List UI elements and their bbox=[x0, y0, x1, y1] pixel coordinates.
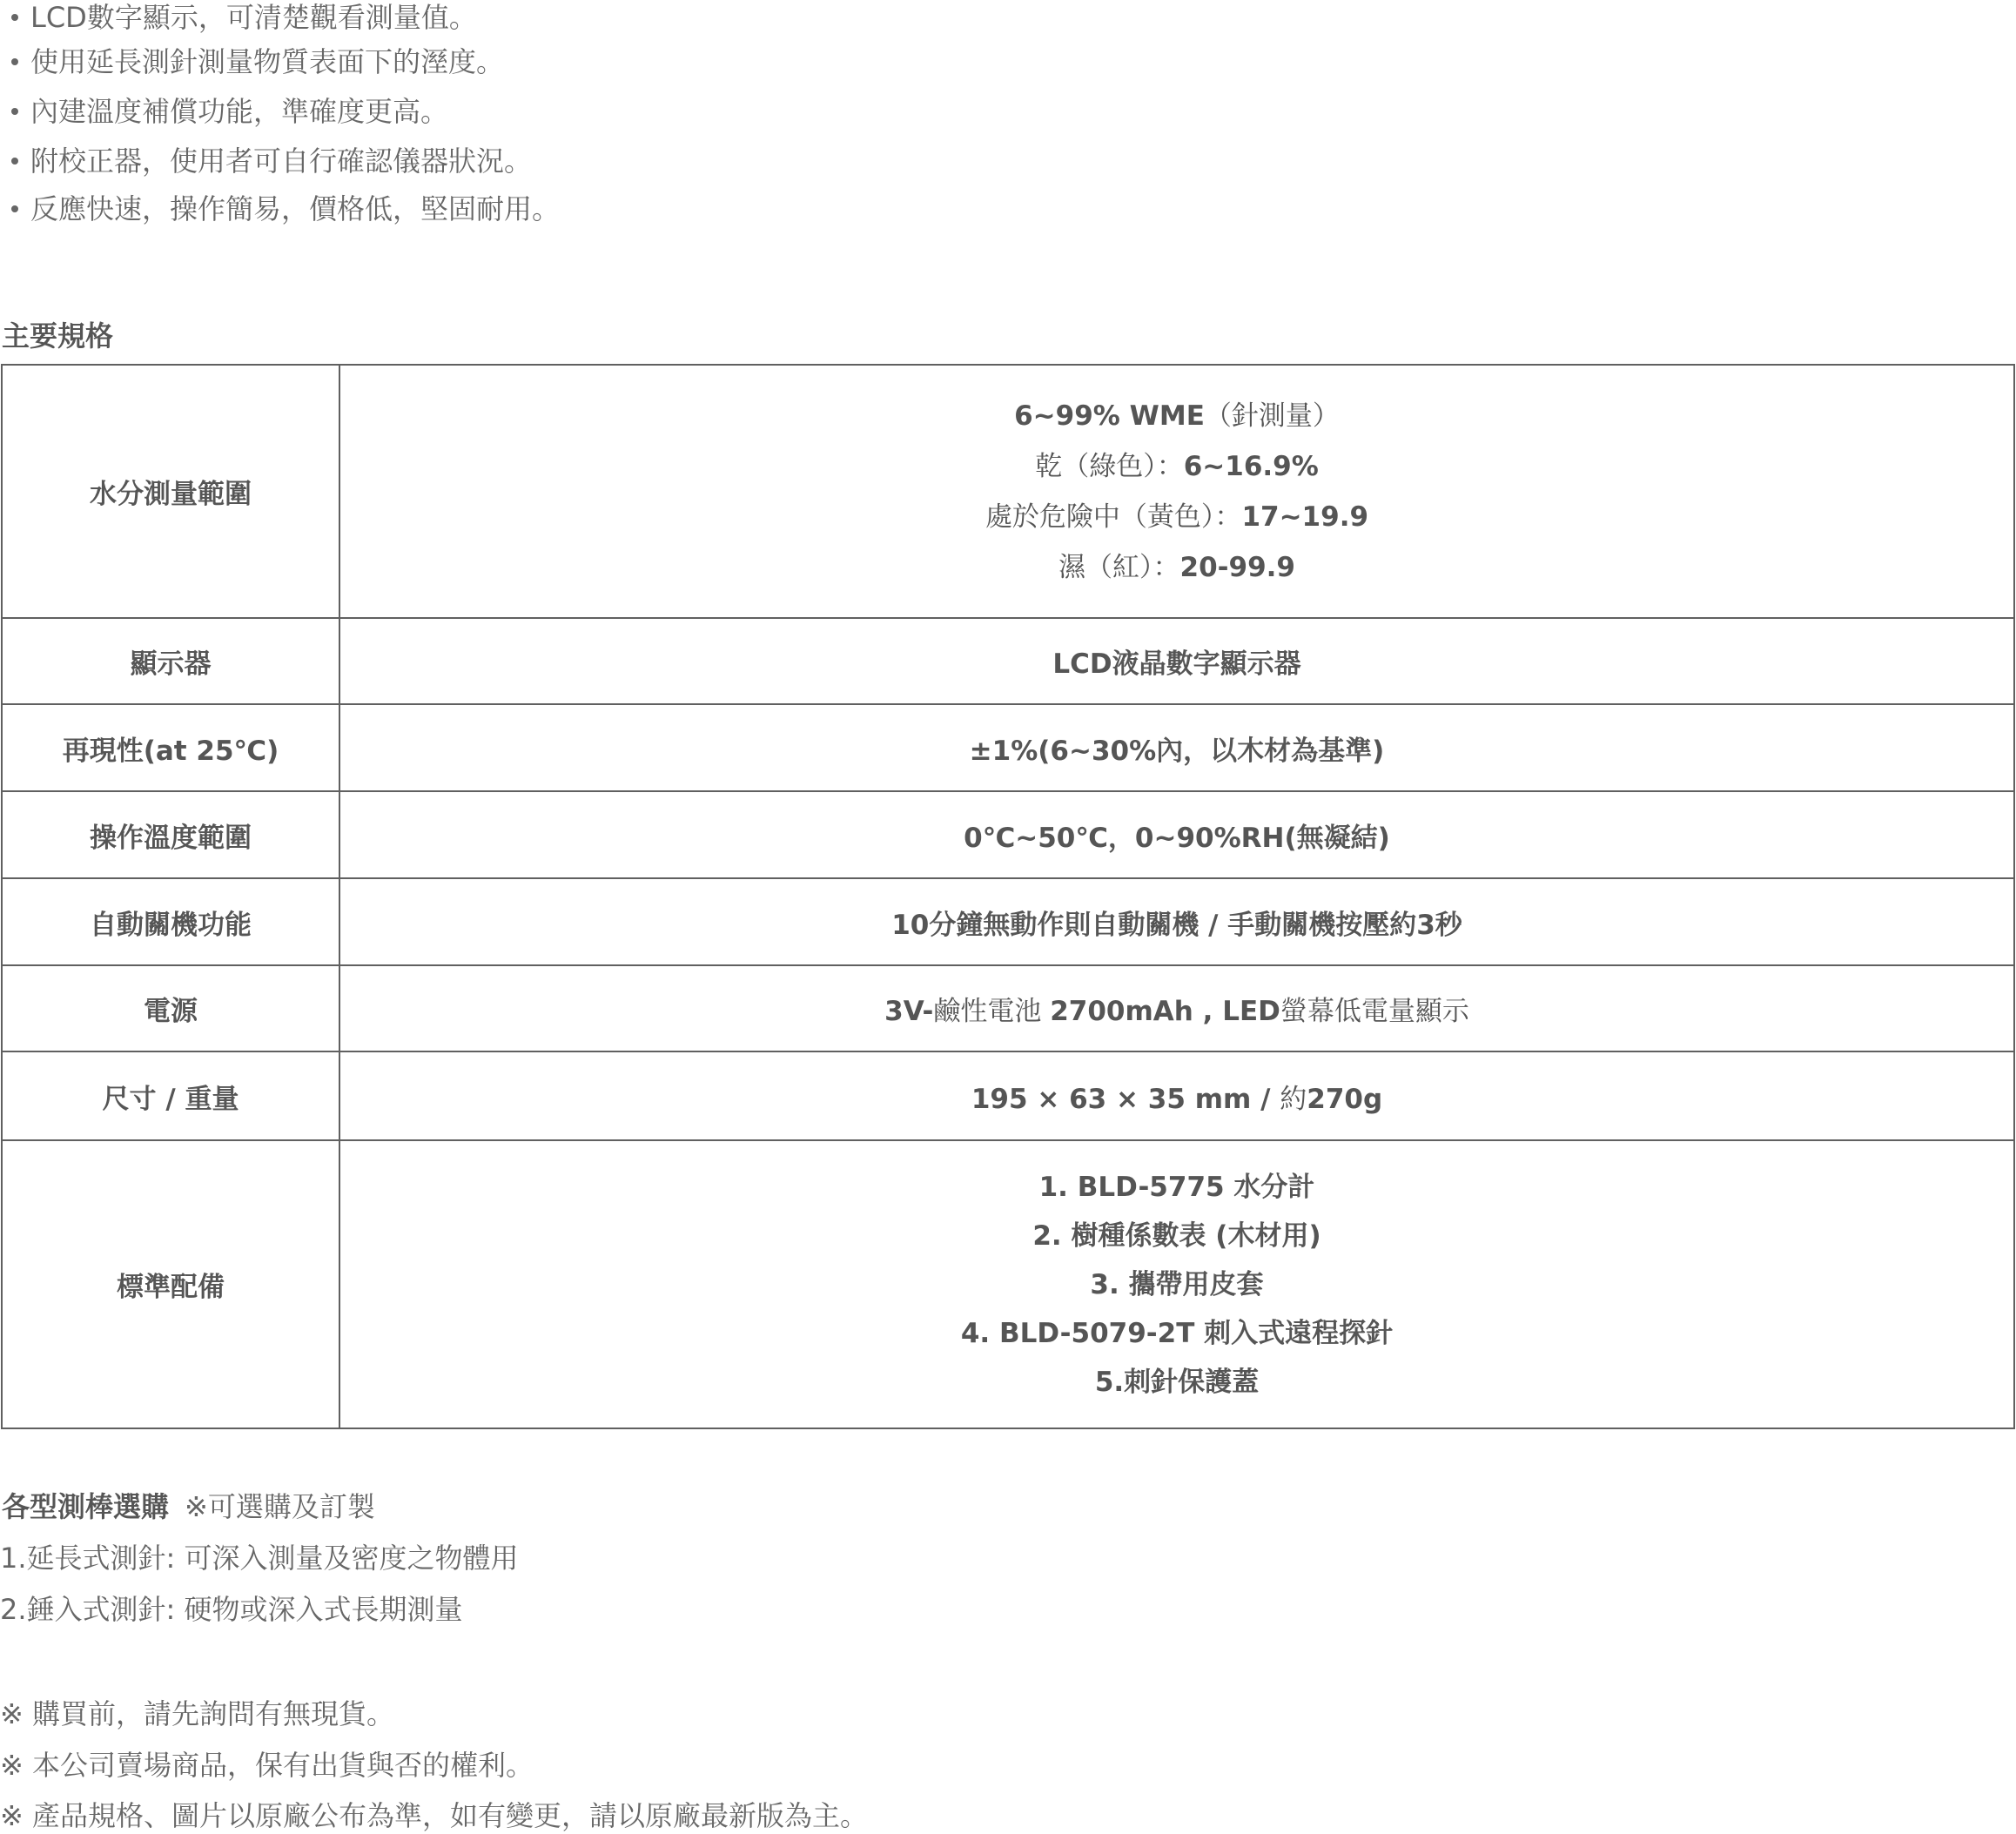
bullet-icon bbox=[11, 158, 18, 165]
option-item: 1.延長式測針: 可深入測量及密度之物體用 bbox=[0, 1542, 519, 1575]
spec-label-auto-off: 自動關機功能 bbox=[2, 878, 339, 965]
table-row bbox=[2, 965, 2014, 1051]
note-line: ※ 本公司賣場商品，保有出貨與否的權利。 bbox=[0, 1749, 534, 1782]
note-line: ※ 購買前，請先詢問有無現貨。 bbox=[0, 1697, 394, 1730]
options-heading bbox=[2, 1489, 375, 1524]
bullet-icon bbox=[11, 108, 18, 115]
moisture-line: 處於危險中（黃色）：17~19.9 bbox=[984, 500, 1369, 533]
spec-label-operating-temp: 操作溫度範圍 bbox=[2, 791, 339, 878]
moisture-line: 濕（紅）：20-99.9 bbox=[1058, 551, 1295, 583]
option-item: 2.錘入式測針: 硬物或深入式長期測量 bbox=[0, 1593, 463, 1626]
feature-item: 附校正器，使用者可自行確認儀器狀況。 bbox=[11, 144, 532, 178]
accessory-item: 4. BLD-5079-2T 刺入式遠程探針 bbox=[960, 1317, 1394, 1349]
accessory-item: 3. 攜帶用皮套 bbox=[1090, 1268, 1264, 1300]
spec-label-display: 顯示器 bbox=[2, 618, 339, 704]
table-row bbox=[2, 704, 2014, 791]
spec-value-power: 3V-鹼性電池 2700mAh , LED螢幕低電量顯示 bbox=[339, 965, 2014, 1051]
spec-label-standard-accessories: 標準配備 bbox=[2, 1140, 339, 1428]
note-line: ※ 產品規格、圖片以原廠公布為準，如有變更，請以原廠最新版為主。 bbox=[0, 1799, 868, 1832]
feature-item: 反應快速，操作簡易，價格低，堅固耐用。 bbox=[11, 191, 560, 226]
table-row bbox=[2, 1140, 2014, 1428]
spec-value-display: LCD液晶數字顯示器 bbox=[339, 618, 2014, 704]
spec-section-title: 主要規格 bbox=[2, 319, 114, 353]
spec-label-size-weight: 尺寸 / 重量 bbox=[2, 1051, 339, 1140]
accessory-item: 5.刺針保護蓋 bbox=[1094, 1366, 1260, 1398]
options-title: 各型測棒選購 bbox=[2, 1490, 170, 1523]
spec-value-auto-off: 10分鐘無動作則自動關機 / 手動關機按壓約3秒 bbox=[339, 878, 2014, 965]
moisture-line: 6~99% WME（針測量） bbox=[1014, 400, 1340, 432]
table-row bbox=[2, 878, 2014, 965]
bullet-icon bbox=[11, 58, 18, 65]
spec-value-size-weight: 195 × 63 × 35 mm / 約270g bbox=[339, 1051, 2014, 1140]
feature-item: LCD數字顯示，可清楚觀看測量值。 bbox=[11, 0, 477, 35]
moisture-line: 乾（綠色）：6~16.9% bbox=[1035, 450, 1319, 482]
feature-item: 內建溫度補償功能，準確度更高。 bbox=[11, 94, 448, 129]
table-row bbox=[2, 791, 2014, 878]
options-note: ※可選購及訂製 bbox=[185, 1490, 375, 1523]
spec-label-repeatability: 再現性(at 25℃) bbox=[2, 704, 339, 791]
spec-value-standard-accessories bbox=[339, 1140, 2014, 1428]
spec-value-repeatability: ±1%(6~30%內，以木材為基準) bbox=[339, 704, 2014, 791]
spec-table bbox=[1, 364, 2015, 1429]
accessory-item: 1. BLD-5775 水分計 bbox=[1038, 1171, 1315, 1203]
table-row bbox=[2, 1051, 2014, 1140]
feature-item: 使用延長測針測量物質表面下的溼度。 bbox=[11, 44, 504, 79]
spec-label-moisture: 水分測量範圍 bbox=[2, 365, 339, 618]
spec-value-moisture bbox=[339, 365, 2014, 618]
accessory-item: 2. 樹種係數表 (木材用) bbox=[1032, 1219, 1321, 1252]
bullet-icon bbox=[11, 14, 18, 21]
spec-label-power: 電源 bbox=[2, 965, 339, 1051]
table-row bbox=[2, 365, 2014, 618]
bullet-icon bbox=[11, 205, 18, 212]
spec-value-operating-temp: 0℃~50℃，0~90%RH(無凝結) bbox=[339, 791, 2014, 878]
table-row bbox=[2, 618, 2014, 704]
